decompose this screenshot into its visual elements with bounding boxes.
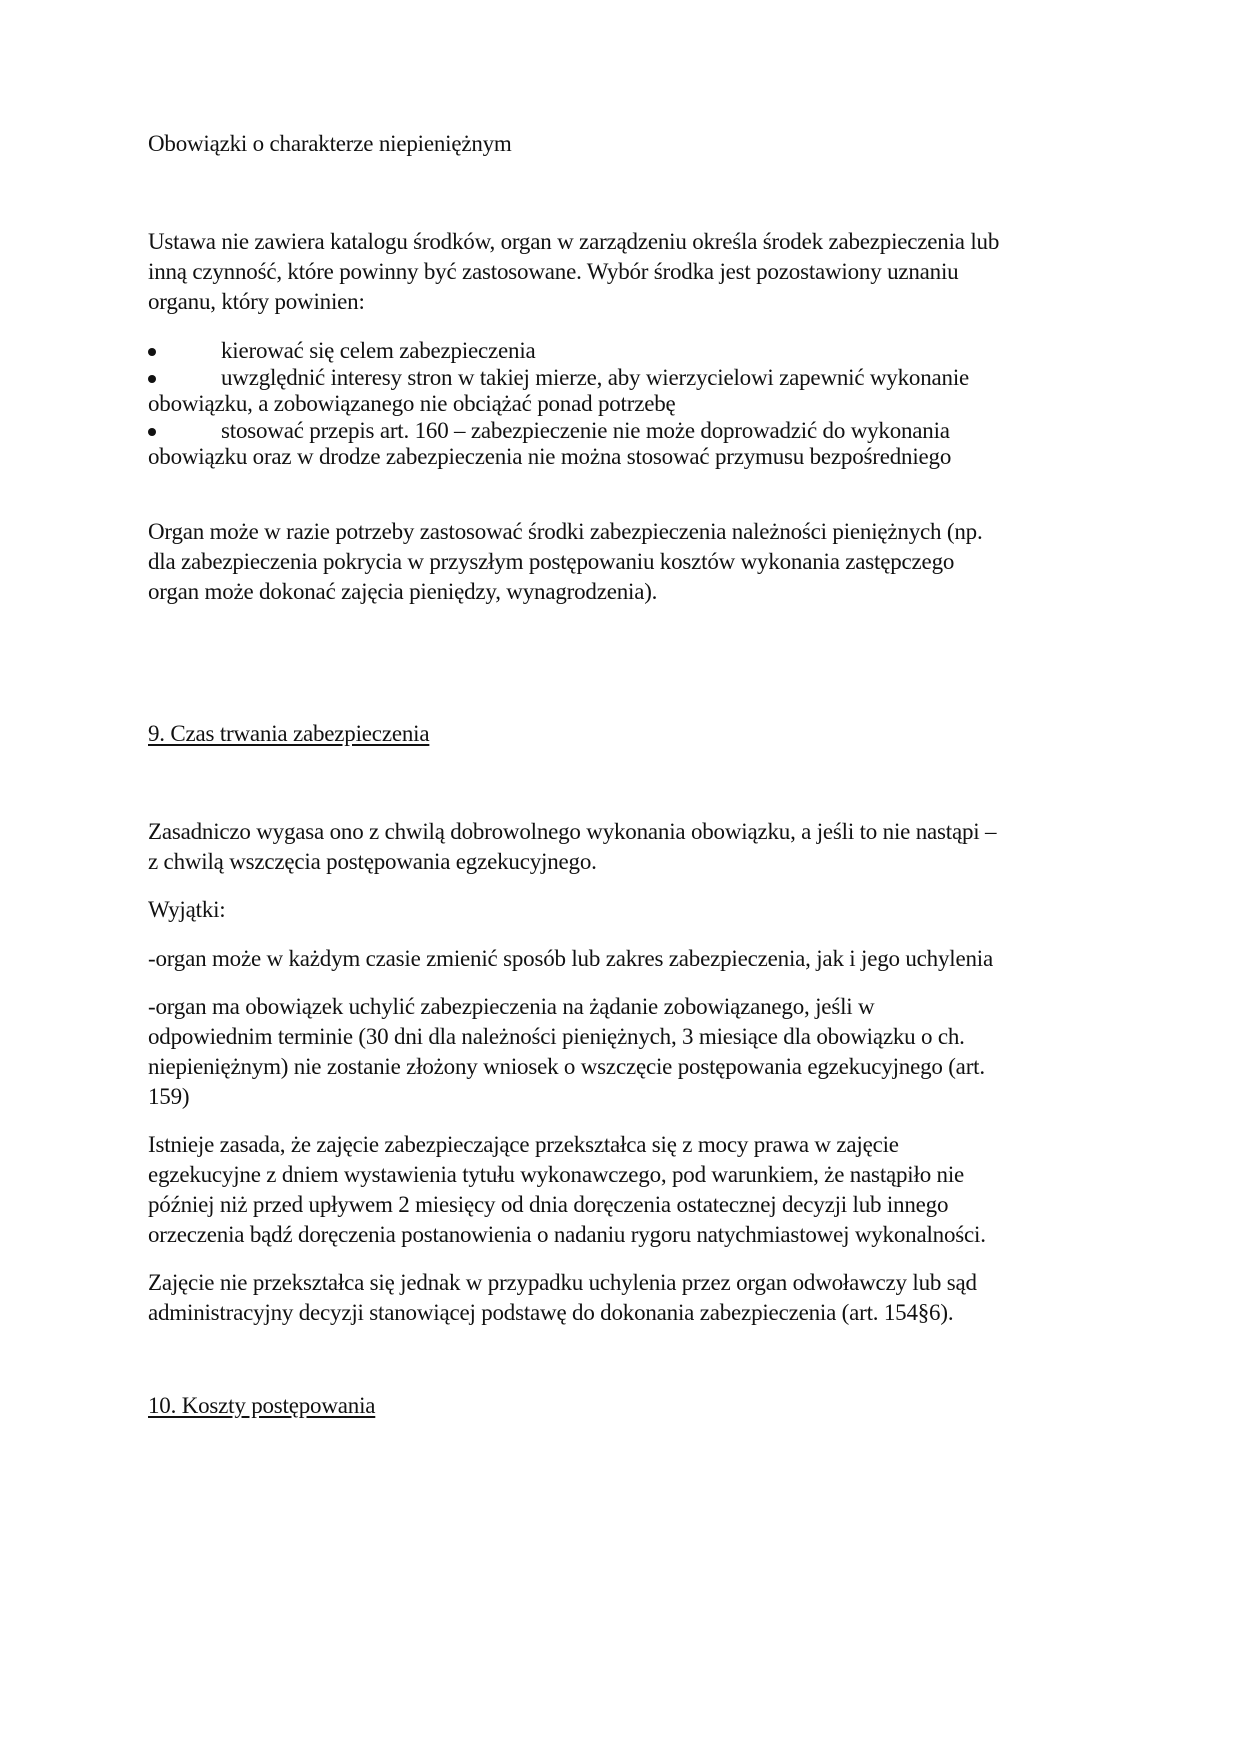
bullet-item-continuation: obowiązku, a zobowiązanego nie obciążać ponad potrzebę bbox=[148, 391, 676, 416]
paragraph-line: inną czynność, które powinny być zastosowane. Wybór środka jest pozostawiony uznaniu bbox=[148, 259, 959, 284]
section-heading-10: 10. Koszty postępowania bbox=[148, 1393, 376, 1418]
paragraph-line: organ może dokonać zajęcia pieniędzy, wynagrodzenia). bbox=[148, 579, 658, 604]
exception-item-line: 159) bbox=[148, 1084, 190, 1109]
paragraph-line: Istnieje zasada, że zajęcie zabezpieczające przekształca się z mocy prawa w zajęcie bbox=[148, 1132, 899, 1157]
section-title: Obowiązki o charakterze niepieniężnym bbox=[148, 131, 512, 156]
paragraph-line: egzekucyjne z dniem wystawienia tytułu wykonawczego, pod warunkiem, że nastąpiło nie bbox=[148, 1162, 965, 1187]
bullet-icon bbox=[148, 348, 156, 356]
paragraph-line: później niż przed upływem 2 miesięcy od dnia doręczenia ostatecznej decyzji lub innego bbox=[148, 1192, 949, 1217]
bullet-icon bbox=[148, 428, 156, 436]
exception-item-line: odpowiednim terminie (30 dni dla należności pieniężnych, 3 miesiące dla obowiązku o ch. bbox=[148, 1024, 965, 1049]
exception-item: -organ ma obowiązek uchylić zabezpieczenia na żądanie zobowiązanego, jeśli w bbox=[148, 994, 875, 1019]
exception-item: -organ może w każdym czasie zmienić sposób lub zakres zabezpieczenia, jak i jego uchylenia bbox=[148, 946, 993, 971]
paragraph-line: dla zabezpieczenia pokrycia w przyszłym postępowaniu kosztów wykonania zastępczego bbox=[148, 549, 955, 574]
bullet-item: uwzględnić interesy stron w takiej mierze, aby wierzycielowi zapewnić wykonanie bbox=[221, 365, 970, 390]
bullet-item: kierować się celem zabezpieczenia bbox=[221, 338, 536, 363]
paragraph-line: organu, który powinien: bbox=[148, 289, 365, 314]
paragraph-line: orzeczenia bądź doręczenia postanowienia o nadaniu rygoru natychmiastowej wykonalności. bbox=[148, 1222, 986, 1247]
bullet-item-continuation: obowiązku oraz w drodze zabezpieczenia nie można stosować przymusu bezpośredniego bbox=[148, 444, 952, 469]
paragraph-line: Organ może w razie potrzeby zastosować środki zabezpieczenia należności pieniężnych (np. bbox=[148, 519, 983, 544]
paragraph-line: z chwilą wszczęcia postępowania egzekucyjnego. bbox=[148, 849, 597, 874]
exception-item-line: niepieniężnym) nie zostanie złożony wniosek o wszczęcie postępowania egzekucyjnego (art. bbox=[148, 1054, 985, 1079]
paragraph-line: Zasadniczo wygasa ono z chwilą dobrowolnego wykonania obowiązku, a jeśli to nie nastąpi – bbox=[148, 819, 997, 844]
paragraph-line: administracyjny decyzji stanowiącej podstawę do dokonania zabezpieczenia (art. 154§6). bbox=[148, 1300, 954, 1325]
exceptions-label: Wyjątki: bbox=[148, 897, 226, 922]
paragraph-line: Zajęcie nie przekształca się jednak w przypadku uchylenia przez organ odwoławczy lub sąd bbox=[148, 1270, 977, 1295]
paragraph-line: Ustawa nie zawiera katalogu środków, organ w zarządzeniu określa środek zabezpieczenia lub bbox=[148, 229, 1000, 254]
bullet-item: stosować przepis art. 160 – zabezpieczenie nie może doprowadzić do wykonania bbox=[221, 418, 950, 443]
section-heading-9: 9. Czas trwania zabezpieczenia bbox=[148, 721, 430, 746]
bullet-icon bbox=[148, 375, 156, 383]
